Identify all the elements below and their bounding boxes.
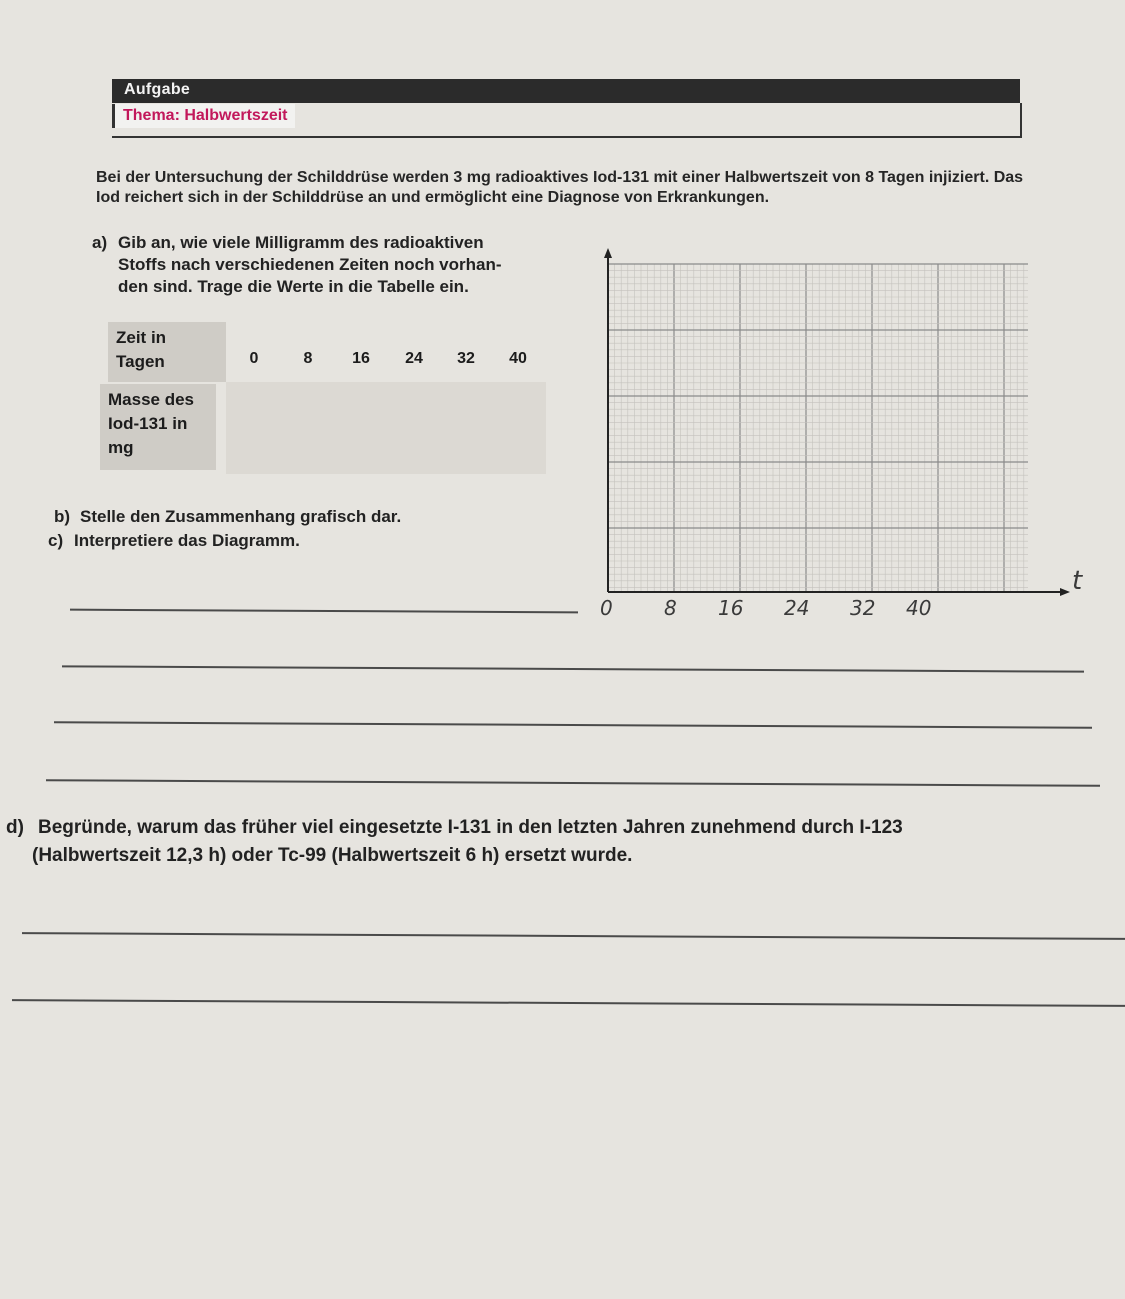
graph-tick-label: 8 — [664, 596, 677, 620]
axis-label-t: t — [1072, 566, 1083, 596]
task-b — [54, 506, 574, 528]
task-a — [92, 232, 592, 298]
task-d-line1: Begründe, warum das früher viel eingesetzte I-131 in den letzten Jahren zunehmend durch I-123 — [38, 817, 903, 838]
task-d-label: d) — [6, 817, 24, 838]
table-header-line1: Zeit in — [116, 328, 167, 347]
table-mass-cells[interactable] — [226, 382, 546, 474]
table-header-line2: Tagen — [116, 352, 165, 371]
table-row-line3: mg — [108, 438, 134, 457]
table-row-label — [100, 384, 216, 470]
task-a-line1: Gib an, wie viele Milligramm des radioaktiven — [118, 233, 484, 252]
table-day: 0 — [249, 350, 259, 367]
graph-tick-label: 16 — [718, 596, 744, 620]
table-day: 24 — [405, 350, 423, 367]
graph-tick-label: 40 — [906, 596, 932, 620]
task-c-label: c) — [48, 531, 64, 550]
table-day: 8 — [303, 350, 313, 367]
task-a-line2: Stoffs nach verschiedenen Zeiten noch vorhan- — [118, 255, 502, 274]
graph-tick-label: 24 — [784, 596, 810, 620]
answer-line[interactable] — [12, 999, 1125, 1007]
answer-line[interactable] — [62, 665, 1084, 672]
answer-line[interactable] — [22, 932, 1125, 940]
table-day: 32 — [457, 350, 475, 367]
task-d-line2: (Halbwertszeit 12,3 h) oder Tc-99 (Halbwertszeit 6 h) ersetzt wurde. — [32, 845, 633, 866]
table-header-cell — [108, 322, 226, 382]
task-a-label: a) — [92, 233, 108, 252]
task-d — [6, 814, 1121, 870]
task-c-text: Interpretiere das Diagramm. — [74, 531, 300, 550]
table-row-line1: Masse des — [108, 390, 194, 409]
grid-lines — [608, 264, 1028, 592]
graph-tick-label: 0 — [600, 596, 613, 620]
task-a-line3: den sind. Trage die Werte in die Tabelle ein. — [118, 277, 469, 296]
table-day: 16 — [352, 350, 370, 367]
topic-label: Thema: Halbwertszeit — [112, 104, 295, 128]
task-b-text: Stelle den Zusammenhang grafisch dar. — [80, 507, 402, 526]
graph-tick-label: 32 — [850, 596, 876, 620]
graph-paper[interactable] — [596, 246, 1096, 606]
y-axis-arrow — [604, 248, 612, 258]
intro-text: Bei der Untersuchung der Schilddrüse werden 3 mg radioaktives Iod-131 mit einer Halbwertszeit von 8 Tagen injiziert. Das Iod reichert sich in der Schilddrüse an und ermöglicht eine Diagnose von Erkrankungen. — [96, 169, 1024, 206]
section-header: Aufgabe — [112, 79, 1020, 103]
answer-line[interactable] — [46, 779, 1100, 787]
table-day: 40 — [509, 350, 527, 367]
task-b-label: b) — [54, 507, 71, 526]
table-row-line2: Iod-131 in — [108, 414, 188, 433]
x-axis-arrow — [1060, 588, 1070, 596]
task-c — [48, 530, 568, 552]
answer-line[interactable] — [70, 609, 578, 614]
answer-line[interactable] — [54, 721, 1092, 728]
